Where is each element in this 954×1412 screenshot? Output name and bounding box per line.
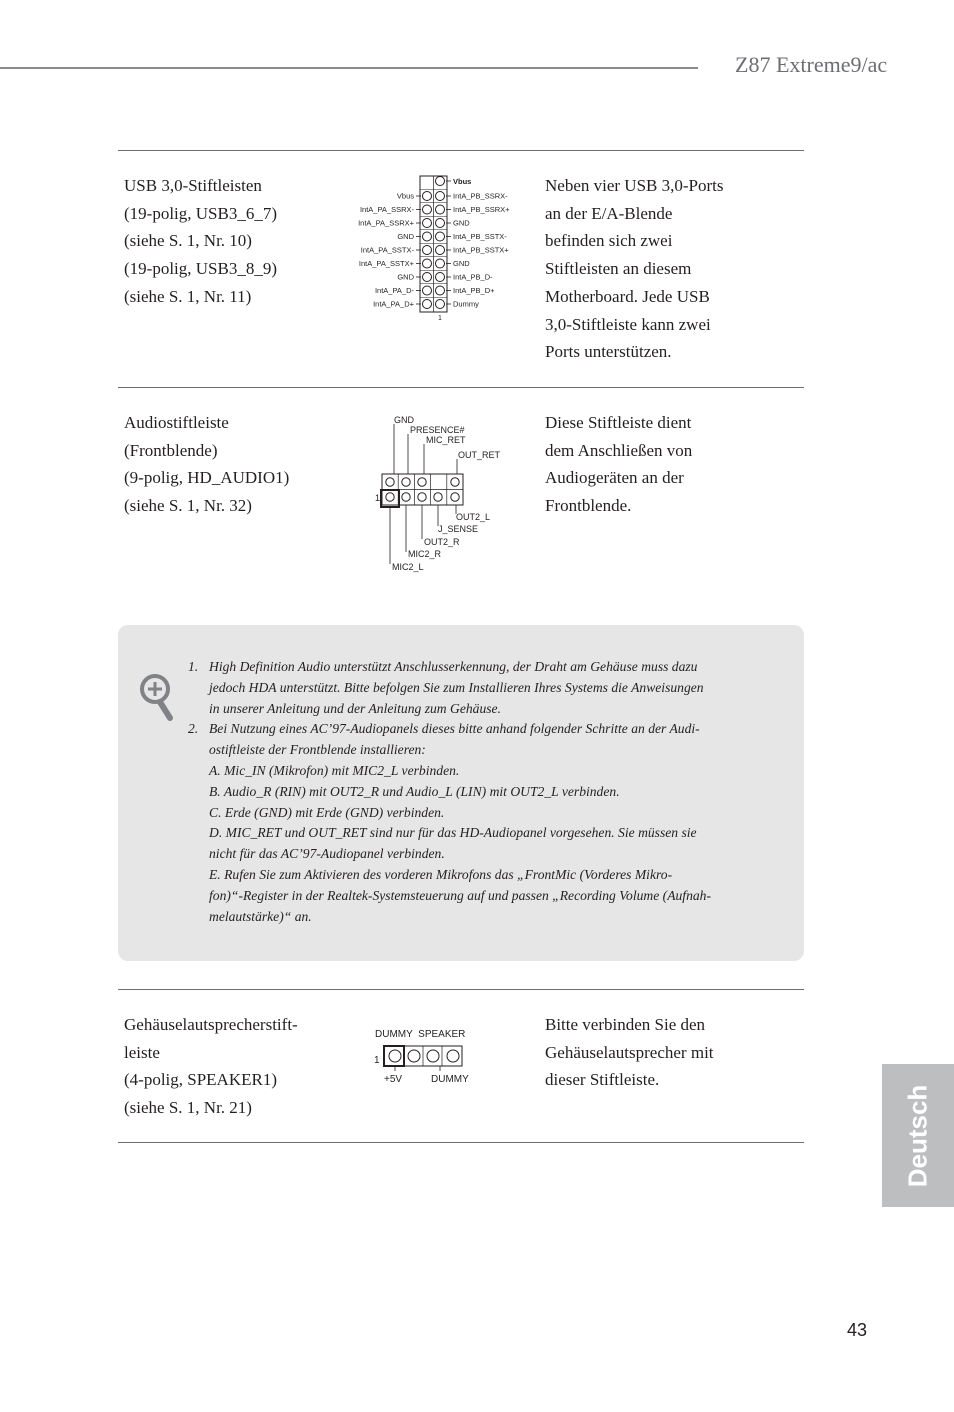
pin (423, 205, 432, 214)
pin-label: GND (453, 218, 470, 228)
pin-label: GND (397, 232, 414, 241)
header-rule (0, 67, 698, 69)
pin (436, 177, 445, 186)
language-tab-label: Deutsch (902, 1084, 933, 1187)
page-number: 43 (847, 1320, 868, 1340)
section-divider (118, 150, 804, 151)
text-line: C. Erde (GND) mit Erde (GND) verbinden. (209, 804, 445, 820)
text-line: leiste (124, 1042, 160, 1062)
magnifier-icon (138, 672, 176, 722)
pin-label: GND (394, 415, 414, 425)
pin-label: GND (397, 272, 414, 282)
text-line: Frontblende. (545, 496, 632, 516)
pin (436, 192, 445, 201)
text-line: USB 3,0-Stiftleisten (124, 176, 262, 195)
pin-label: DUMMY SPEAKER (375, 1029, 466, 1040)
text-line: Stiftleisten an diesem (545, 259, 692, 279)
text-line: dem Anschließen von (545, 440, 693, 460)
section-divider (118, 989, 804, 990)
pin1-label: 1 (374, 1055, 380, 1066)
note-item-number: 1. (188, 659, 199, 674)
pin (436, 286, 445, 295)
pin-label: MIC2_L (392, 562, 424, 572)
speaker-description (545, 1011, 714, 1094)
model-title: Z87 Extreme9/ac (735, 52, 888, 77)
text-line: (siehe S. 1, Nr. 10) (124, 231, 252, 251)
pin (408, 1050, 420, 1062)
pin (434, 493, 442, 501)
text-line: D. MIC_RET und OUT_RET sind nur für das HD-Audiopanel vorgesehen. Sie müssen sie (209, 825, 697, 841)
pin-label: +5V (384, 1074, 403, 1085)
text-line: High Definition Audio unterstützt Anschlusserkennung, der Draht am Gehäuse muss dazu (209, 659, 698, 674)
text-line: in unserer Anleitung und der Anleitung zum Gehäuse. (209, 700, 501, 716)
note-item (188, 657, 748, 719)
text-line: (Frontblende) (124, 440, 218, 460)
text-line: (19-polig, USB3_6_7) (124, 203, 277, 223)
pin-label: IntA_PA_SSTX- (360, 245, 414, 255)
pin (436, 219, 445, 228)
pin (436, 205, 445, 214)
text-line: ostiftleiste der Frontblende installieren: (209, 742, 426, 758)
pin-label: IntA_PA_SSRX- (359, 205, 414, 214)
pin (447, 1050, 459, 1062)
text-line: Bei Nutzung eines AC’97-Audiopanels dieses bitte anhand folgender Schritte an der Audi- (209, 721, 700, 737)
text-line: befinden sich zwei (545, 231, 673, 251)
pin (423, 300, 432, 309)
pin-label: Vbus (396, 191, 414, 201)
note-list (188, 657, 748, 927)
text-line: Gehäuselautsprecher mit (545, 1042, 714, 1062)
speaker-header-diagram (370, 1025, 490, 1087)
text-line: (siehe S. 1, Nr. 32) (124, 496, 252, 516)
usb-header-title (124, 172, 277, 311)
text-line: melautstärke)“ an. (209, 908, 312, 924)
pin (423, 192, 432, 201)
audio-header-title (124, 409, 289, 520)
pin-label: IntA_PB_SSRX- (453, 191, 508, 201)
text-line: Neben vier USB 3,0-Ports (545, 176, 724, 195)
pin-label: Vbus (453, 177, 472, 186)
audio-description (545, 409, 692, 520)
pin (402, 478, 410, 486)
text-line: (siehe S. 1, Nr. 21) (124, 1098, 252, 1118)
text-line: Audiostiftleiste (124, 413, 229, 432)
pin (423, 286, 432, 295)
text-line: B. Audio_R (RIN) mit OUT2_R und Audio_L (LIN) mit OUT2_L verbinden. (209, 783, 620, 799)
text-line: dieser Stiftleiste. (545, 1070, 660, 1090)
pin-label: IntA_PB_D- (453, 272, 493, 282)
pin (418, 493, 426, 501)
pin (418, 478, 426, 486)
section-divider (118, 387, 804, 388)
pin-label: DUMMY (431, 1074, 469, 1085)
text-line: Ports unterstützen. (545, 342, 672, 362)
text-line: Bitte verbinden Sie den (545, 1015, 706, 1034)
pin (423, 219, 432, 228)
text-line: an der E/A-Blende (545, 203, 673, 223)
text-line: (4-polig, SPEAKER1) (124, 1070, 277, 1090)
pin (436, 259, 445, 268)
pin-label: GND (453, 259, 470, 268)
pin (436, 232, 445, 241)
usb-description (545, 172, 723, 366)
pin (436, 273, 445, 282)
pin (389, 1050, 401, 1062)
pin-label: Dummy (453, 299, 479, 309)
text-line: A. Mic_IN (Mikrofon) mit MIC2_L verbinden. (209, 762, 460, 778)
pin-label: OUT2_L (456, 512, 491, 522)
note-item-number: 2. (188, 721, 199, 737)
pin (436, 246, 445, 255)
text-line: 3,0-Stiftleiste kann zwei (545, 314, 711, 334)
pin (423, 273, 432, 282)
section-divider (118, 1142, 804, 1143)
usb3-header-diagram (340, 170, 540, 325)
language-tab (882, 1064, 954, 1207)
pin (386, 493, 394, 501)
pin (451, 478, 459, 486)
pin-rows (358, 189, 510, 308)
text-line: Motherboard. Jede USB (545, 286, 710, 306)
pin (402, 493, 410, 501)
text-line: (siehe S. 1, Nr. 11) (124, 286, 252, 306)
pin1-label: 1 (438, 315, 442, 322)
pin-label: J_SENSE (438, 524, 479, 534)
pin (427, 1050, 439, 1062)
pin (423, 259, 432, 268)
text-line: jedoch HDA unterstützt. Bitte befolgen Sie zum Installieren Ihres Systems die Anweisungen (209, 679, 704, 695)
pin (423, 232, 432, 241)
text-line: Diese Stiftleiste dient (545, 413, 692, 432)
pin (451, 493, 459, 501)
text-line: Gehäuselautsprecherstift- (124, 1015, 298, 1034)
pin-label: IntA_PB_SSTX- (453, 232, 507, 241)
speaker-header-title (124, 1011, 298, 1122)
pin-label: MIC_RET (426, 435, 466, 445)
text-line: nicht für das AC’97-Audiopanel verbinden. (209, 846, 445, 862)
pin (436, 300, 445, 309)
pin-label: OUT2_R (424, 537, 460, 547)
text-line: (9-polig, HD_AUDIO1) (124, 468, 290, 488)
text-line: (19-polig, USB3_8_9) (124, 259, 277, 279)
pin (423, 246, 432, 255)
note-item (188, 719, 748, 927)
pin-label: IntA_PB_SSRX+ (453, 205, 510, 214)
pin-label: PRESENCE# (410, 425, 465, 435)
text-line: fon)“-Register in der Realtek-Systemsteuerung auf und passen „Recording Volume (Aufnah- (209, 887, 711, 903)
hd-audio-header-diagram (370, 412, 510, 577)
pin-label: IntA_PB_SSTX+ (453, 245, 509, 255)
pin-label: IntA_PA_D- (374, 286, 414, 295)
text-line: Audiogeräten an der (545, 468, 684, 488)
pin-label: IntA_PB_D+ (453, 286, 495, 295)
pin (386, 478, 394, 486)
pin-label: MIC2_R (408, 549, 442, 559)
pin-label: IntA_PA_SSTX+ (358, 259, 414, 268)
text-line: E. Rufen Sie zum Aktivieren des vorderen Mikrofons das „FrontMic (Vorderes Mikro- (209, 866, 673, 882)
pin-label: IntA_PA_D+ (373, 299, 414, 309)
pin-label: OUT_RET (458, 450, 501, 460)
pin-label: IntA_PA_SSRX+ (358, 218, 414, 228)
pin1-label: 1 (375, 493, 381, 503)
